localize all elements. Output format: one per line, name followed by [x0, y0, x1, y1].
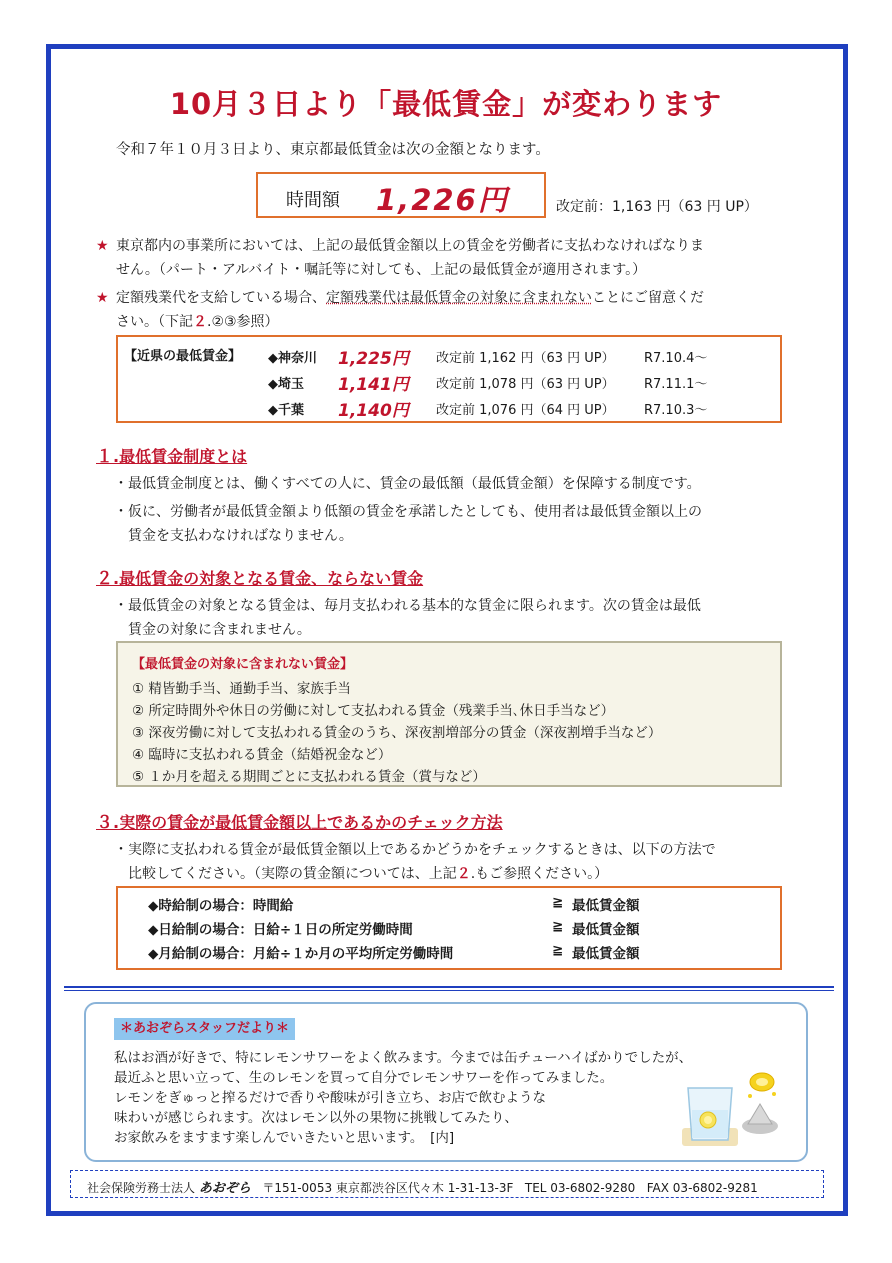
- note-1-line1: 東京都内の事業所においては、上記の最低賃金額以上の賃金を労働者に支払わなければなりま: [116, 238, 704, 254]
- nearby-pref: ◆埼玉: [268, 377, 304, 392]
- nearby-wages-box: [116, 335, 782, 423]
- footer-tel: TEL 03-6802-9280: [524, 1181, 636, 1195]
- check-method-box: ◆時給制の場合：時間給 ≧ 最低賃金額 ◆日給制の場合：日給÷１日の所定労働時間 ≧ 最低賃金額 ◆月給制の場合：月給÷１か月の平均所定労働時間 ≧ 最低賃金額: [116, 886, 782, 970]
- staff-column-box: [84, 1002, 808, 1162]
- star-icon: ★: [96, 238, 109, 254]
- section-1-bullet-1: ・ 最低賃金制度とは、働くすべての人に、賃金の最低額（最低賃金額）を保障する制度です。: [114, 476, 701, 492]
- section-2-bullet: ・ 最低賃金の対象となる賃金は、毎月支払われる基本的な賃金に限られます。次の賃金は最低 賃金の対象に含まれません。: [114, 598, 701, 638]
- nearby-wage: 1,141円: [338, 375, 409, 395]
- nearby-date: R7.10.4～: [644, 351, 708, 366]
- nearby-pref: ◆千葉: [268, 403, 304, 418]
- nearby-date: R7.11.1～: [644, 377, 708, 392]
- excluded-item: ④ 臨時に支払われる賃金（結婚祝金など）: [132, 747, 392, 763]
- excluded-item: ⑤ １か月を超える期間ごとに支払われる賃金（賞与など）: [132, 769, 486, 785]
- section-1-bullet-2: ・ 仮に、労働者が最低賃金額より低額の賃金を承諾したとしても、使用者は最低賃金額以上の 賃金を支払わなければなりません。: [114, 504, 702, 544]
- intro-text: 令和７年１０月３日より、東京都最低賃金は次の金額となります。: [116, 142, 550, 158]
- section-3-bullet: ・ 実際に支払われる賃金が最低賃金額以上であるかどうかをチェックするときは、以下の方法で 比較してください。（実際の賃金額については、上記２.もご参照ください。）: [114, 842, 716, 882]
- nearby-wage: 1,140円: [338, 401, 409, 421]
- footer-box: [70, 1170, 824, 1198]
- staff-line: 私はお酒が好きで、特にレモンサワーをよく飲みます。今までは缶チューハイばかりでしたが、: [114, 1050, 693, 1066]
- footer-text: [87, 1177, 758, 1196]
- staff-line: お家飲みをますます楽しんでいきたいと思います。 [内]: [114, 1130, 455, 1146]
- nearby-prev: 改定前 1,078 円（63 円 UP）: [436, 377, 615, 392]
- staff-line: 味わいが感じられます。次はレモン以外の果物に挑戦してみたり、: [114, 1110, 518, 1126]
- note-1: [96, 234, 796, 282]
- divider: [64, 986, 834, 988]
- nearby-label: 【近県の最低賃金】: [124, 349, 242, 364]
- section-2-heading: ２.最低賃金の対象となる賃金、ならない賃金: [96, 569, 424, 589]
- staff-line: レモンをぎゅっと搾るだけで香りや酸味が引き立ち、お店で飲むような: [114, 1090, 546, 1106]
- excluded-wages-box: [116, 641, 782, 787]
- note-2-emphasis: 定額残業代は最低賃金の対象に含まれない: [326, 290, 592, 306]
- excluded-item: ② 所定時間外や休日の労働に対して支払われる賃金（残業手当､休日手当など）: [132, 703, 615, 719]
- nearby-prev: 改定前 1,076 円（64 円 UP）: [436, 403, 615, 418]
- divider: [64, 990, 834, 991]
- nearby-wage: 1,225円: [338, 349, 409, 369]
- note-2-line1: 定額残業代を支給している場合、定額残業代は最低賃金の対象に含まれないことにご留意くだ: [116, 290, 704, 306]
- footer-address: 〒151-0053 東京都渋谷区代々木 1-31-13-3F: [262, 1181, 514, 1195]
- footer-name: あおぞら: [198, 1181, 251, 1196]
- nearby-pref: ◆神奈川: [268, 351, 317, 366]
- staff-title: ＊あおぞらスタッフだより＊: [114, 1018, 295, 1040]
- note-1-line2: せん。（パート・アルバイト・嘱託等に対しても、上記の最低賃金が適用されます。）: [116, 262, 647, 278]
- page-title: 10月３日より「最低賃金」が変わります: [169, 87, 723, 121]
- section-3-heading: ３.実際の賃金が最低賃金額以上であるかのチェック方法: [96, 813, 503, 833]
- wage-value: 1,226円: [376, 183, 509, 217]
- staff-line: 最近ふと思い立って、生のレモンを買って自分でレモンサワーを作ってみました。: [114, 1070, 614, 1086]
- nearby-date: R7.10.3～: [644, 403, 708, 418]
- excluded-item: ③ 深夜労働に対して支払われる賃金のうち、深夜割増部分の賃金（深夜割増手当など）: [132, 725, 662, 741]
- note-2-line2: さい。（下記２.②③参照）: [116, 314, 279, 330]
- section-1-heading: １.最低賃金制度とは: [96, 447, 248, 467]
- wage-label: 時間額: [286, 190, 340, 211]
- excluded-title: 【最低賃金の対象に含まれない賃金】: [132, 657, 354, 672]
- note-2: [96, 286, 796, 334]
- star-icon: ★: [96, 290, 109, 306]
- lemon-sour-illustration-icon: [674, 1068, 784, 1152]
- nearby-prev: 改定前 1,162 円（63 円 UP）: [436, 351, 615, 366]
- footer-fax: FAX 03-6802-9281: [646, 1181, 758, 1195]
- tokyo-wage-box: [256, 172, 546, 218]
- footer-org: 社会保険労務士法人: [87, 1181, 196, 1195]
- excluded-item: ① 精皆勤手当、通勤手当、家族手当: [132, 681, 351, 697]
- wage-previous: 改定前：1,163 円（63 円 UP）: [556, 199, 758, 215]
